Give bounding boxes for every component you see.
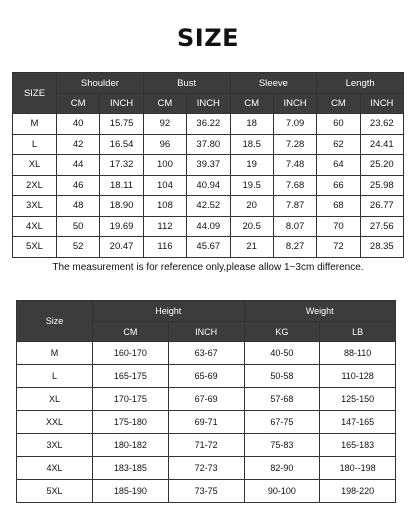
height-header: Height	[93, 301, 245, 322]
table-row	[13, 155, 404, 176]
table-cell: 116	[143, 237, 186, 258]
table-cell: 20	[230, 196, 273, 217]
table-cell: 7.87	[273, 196, 316, 217]
table-cell: 63-67	[168, 342, 244, 365]
table-row	[17, 434, 396, 457]
table-cell: 18.11	[100, 175, 143, 196]
table-cell: 18.90	[100, 196, 143, 217]
table-unit-row	[13, 94, 404, 114]
table-cell: 125-150	[320, 388, 396, 411]
size-label-cell: XL	[17, 388, 93, 411]
unit-header: INCH	[273, 94, 316, 114]
table-cell: 48	[57, 196, 100, 217]
table-cell: 44.09	[187, 216, 230, 237]
table-cell: 104	[143, 175, 186, 196]
unit-header: CM	[230, 94, 273, 114]
unit-header: CM	[143, 94, 186, 114]
table-cell: 180-182	[93, 434, 169, 457]
size-label-cell: XL	[13, 155, 57, 176]
table-cell: 15.75	[100, 114, 143, 135]
table-cell: 23.62	[360, 114, 403, 135]
table-cell: 7.09	[273, 114, 316, 135]
table-cell: 112	[143, 216, 186, 237]
weight-header: Weight	[244, 301, 396, 322]
table-cell: 25.98	[360, 175, 403, 196]
table-cell: 19.5	[230, 175, 273, 196]
table-cell: 39.37	[187, 155, 230, 176]
table-cell: 96	[143, 134, 186, 155]
table-cell: 68	[317, 196, 360, 217]
table-cell: 18.5	[230, 134, 273, 155]
table-cell: 64	[317, 155, 360, 176]
table-cell: 28.35	[360, 237, 403, 258]
table-cell: 198-220	[320, 480, 396, 503]
table-cell: 37.80	[187, 134, 230, 155]
table-cell: 20.47	[100, 237, 143, 258]
table-row	[17, 411, 396, 434]
table-cell: 72	[317, 237, 360, 258]
table-cell: 73-75	[168, 480, 244, 503]
table-cell: 71-72	[168, 434, 244, 457]
unit-header: INCH	[187, 94, 230, 114]
garment-size-table	[12, 72, 404, 258]
table-cell: 19.69	[100, 216, 143, 237]
table-cell: 82-90	[244, 457, 320, 480]
unit-header: INCH	[360, 94, 403, 114]
size-label-cell: 5XL	[13, 237, 57, 258]
table-cell: 90-100	[244, 480, 320, 503]
table-cell: 8.27	[273, 237, 316, 258]
table-cell: 165-175	[93, 365, 169, 388]
table-cell: 70	[317, 216, 360, 237]
table-cell: 110-128	[320, 365, 396, 388]
unit-header: CM	[317, 94, 360, 114]
table-cell: 67-69	[168, 388, 244, 411]
table-cell: 180--198	[320, 457, 396, 480]
table-cell: 7.48	[273, 155, 316, 176]
table-cell: 40	[57, 114, 100, 135]
table-cell: 147-165	[320, 411, 396, 434]
unit-header: LB	[320, 322, 396, 342]
table-cell: 24.41	[360, 134, 403, 155]
table-cell: 18	[230, 114, 273, 135]
table-cell: 17.32	[100, 155, 143, 176]
unit-header: CM	[93, 322, 169, 342]
table-row	[17, 457, 396, 480]
table-cell: 60	[317, 114, 360, 135]
table-cell: 72-73	[168, 457, 244, 480]
table-cell: 16.54	[100, 134, 143, 155]
garment-size-table-body	[13, 114, 404, 258]
sleeve-header: Sleeve	[230, 73, 317, 94]
table-cell: 50	[57, 216, 100, 237]
table-cell: 57-68	[244, 388, 320, 411]
size-label-cell: XXL	[17, 411, 93, 434]
size-label-cell: 4XL	[13, 216, 57, 237]
table-cell: 7.68	[273, 175, 316, 196]
size-column-header: SIZE	[13, 73, 57, 114]
table-cell: 170-175	[93, 388, 169, 411]
table-row	[13, 216, 404, 237]
size-label-cell: 2XL	[13, 175, 57, 196]
size-label-cell: 3XL	[13, 196, 57, 217]
table-cell: 21	[230, 237, 273, 258]
table-cell: 175-180	[93, 411, 169, 434]
unit-header: INCH	[168, 322, 244, 342]
table-header-row	[13, 73, 404, 94]
size-label-cell: L	[13, 134, 57, 155]
table-cell: 88-110	[320, 342, 396, 365]
table-cell: 92	[143, 114, 186, 135]
table-cell: 36.22	[187, 114, 230, 135]
size-label-cell: M	[13, 114, 57, 135]
table-row	[13, 114, 404, 135]
table-cell: 27.56	[360, 216, 403, 237]
size-column-header: Size	[17, 301, 93, 342]
table-cell: 100	[143, 155, 186, 176]
table-row	[13, 196, 404, 217]
table-cell: 26.77	[360, 196, 403, 217]
table-cell: 52	[57, 237, 100, 258]
table-cell: 25.20	[360, 155, 403, 176]
table-row	[17, 365, 396, 388]
length-header: Length	[317, 73, 404, 94]
bust-header: Bust	[143, 73, 230, 94]
table-row	[13, 134, 404, 155]
table-cell: 19	[230, 155, 273, 176]
table-cell: 62	[317, 134, 360, 155]
shoulder-header: Shoulder	[57, 73, 144, 94]
table-header-row	[17, 301, 396, 322]
size-label-cell: L	[17, 365, 93, 388]
body-size-table	[16, 300, 396, 503]
table-cell: 75-83	[244, 434, 320, 457]
body-size-table-body	[17, 342, 396, 503]
table-cell: 185-190	[93, 480, 169, 503]
table-cell: 45.67	[187, 237, 230, 258]
table-row	[13, 175, 404, 196]
table-cell: 8.07	[273, 216, 316, 237]
table-cell: 40-50	[244, 342, 320, 365]
table-cell: 65-69	[168, 365, 244, 388]
table-cell: 50-58	[244, 365, 320, 388]
table-cell: 108	[143, 196, 186, 217]
size-label-cell: 5XL	[17, 480, 93, 503]
table-cell: 160-170	[93, 342, 169, 365]
table-cell: 46	[57, 175, 100, 196]
unit-header: CM	[57, 94, 100, 114]
table-cell: 42.52	[187, 196, 230, 217]
table-row	[17, 480, 396, 503]
page-title: SIZE	[176, 24, 239, 52]
table-cell: 67-75	[244, 411, 320, 434]
table-cell: 7.28	[273, 134, 316, 155]
table-row	[17, 388, 396, 411]
table-cell: 44	[57, 155, 100, 176]
table-cell: 183-185	[93, 457, 169, 480]
size-label-cell: 4XL	[17, 457, 93, 480]
size-label-cell: M	[17, 342, 93, 365]
table-cell: 42	[57, 134, 100, 155]
table-row	[13, 237, 404, 258]
table-cell: 40.94	[187, 175, 230, 196]
size-label-cell: 3XL	[17, 434, 93, 457]
unit-header: INCH	[100, 94, 143, 114]
table-row	[17, 342, 396, 365]
measurement-note: The measurement is for reference only,please allow 1~3cm difference.	[52, 262, 364, 273]
table-cell: 66	[317, 175, 360, 196]
unit-header: KG	[244, 322, 320, 342]
table-cell: 69-71	[168, 411, 244, 434]
table-cell: 165-183	[320, 434, 396, 457]
table-cell: 20.5	[230, 216, 273, 237]
